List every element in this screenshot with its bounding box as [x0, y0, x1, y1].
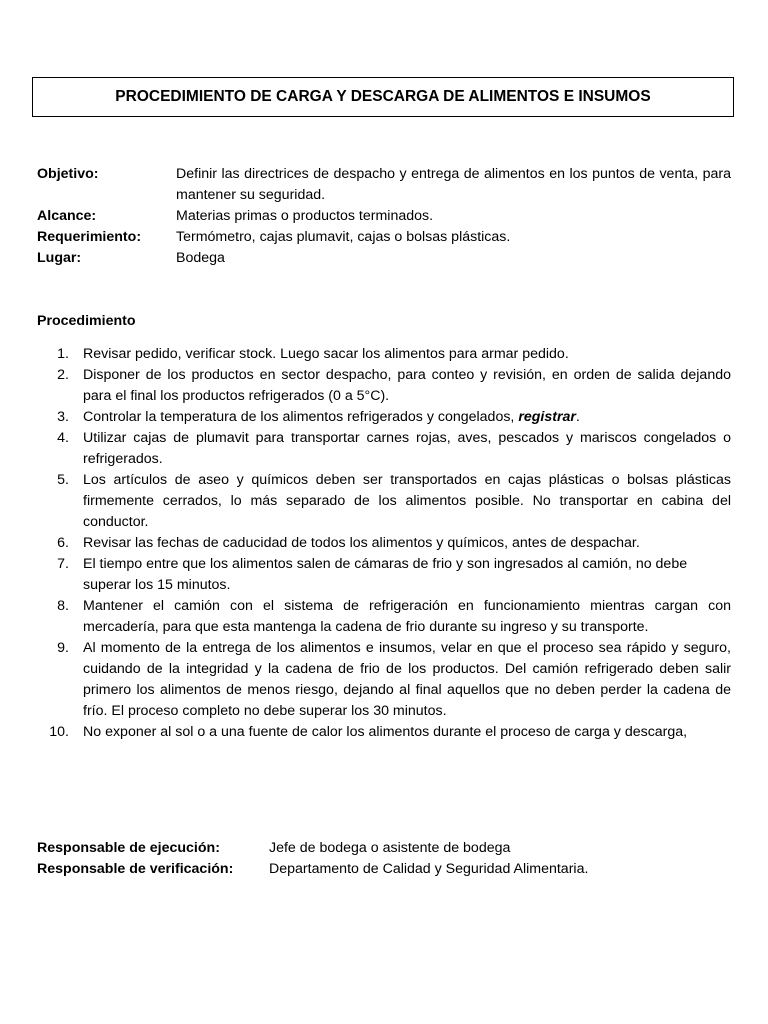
step-text: No exponer al sol o a una fuente de calor los alimentos durante el proceso de carga y descarga,	[83, 724, 688, 740]
step-number: 3.	[57, 409, 69, 425]
info-row-objetivo	[37, 164, 731, 206]
resp-label: Responsable de verificación:	[37, 861, 234, 877]
info-section	[37, 164, 731, 269]
list-item	[37, 470, 731, 533]
resp-row-ejecucion	[37, 838, 731, 859]
resp-value: Departamento de Calidad y Seguridad Alimentaria.	[269, 861, 589, 877]
step-number: 4.	[57, 430, 69, 446]
list-item	[37, 533, 731, 554]
step-number: 6.	[57, 535, 69, 551]
step-number: 10.	[49, 724, 69, 740]
info-value: Termómetro, cajas plumavit, cajas o bolsas plásticas.	[176, 229, 511, 245]
step-number: 2.	[57, 367, 69, 383]
info-label: Alcance:	[37, 208, 97, 224]
step-text: Utilizar cajas de plumavit para transportar carnes rojas, aves, pescados y mariscos congelados o refrigerados.	[83, 430, 731, 467]
resp-value: Jefe de bodega o asistente de bodega	[269, 840, 511, 856]
step-number: 7.	[57, 556, 69, 572]
emphasis-text: registrar	[518, 409, 576, 425]
responsibles-section	[37, 838, 731, 880]
step-text: Disponer de los productos en sector despacho, para conteo y revisión, en orden de salida dejando para el final los productos refrigerados (0 a 5°C).	[83, 367, 731, 404]
list-item	[37, 554, 731, 596]
step-text: Los artículos de aseo y químicos deben ser transportados en cajas plásticas o bolsas plásticas firmemente cerrados, lo más separado de los alimentos posible. No transportar en cabina del conductor.	[83, 472, 731, 530]
resp-row-verificacion	[37, 859, 731, 880]
list-item	[37, 638, 731, 722]
step-number: 5.	[57, 472, 69, 488]
step-text: Revisar pedido, verificar stock. Luego sacar los alimentos para armar pedido.	[83, 346, 569, 362]
list-item	[37, 344, 731, 365]
step-number: 9.	[57, 640, 69, 656]
step-text: Al momento de la entrega de los alimentos e insumos, velar en que el proceso sea rápido y seguro, cuidando de la integridad y la cadena de frio de los productos. Del camión refrigerado deben salir primero los alimentos de menos riesgo, dejando al final aquellos que no deben perder la cadena de frío. El proceso completo no debe superar los 30 minutos.	[83, 640, 731, 719]
info-value: Bodega	[176, 250, 225, 266]
list-item	[37, 596, 731, 638]
step-number: 1.	[57, 346, 69, 362]
step-text: El tiempo entre que los alimentos salen de cámaras de frio y son ingresados al camión, no debe superar los 15 minutos.	[83, 556, 688, 593]
title-box	[32, 77, 734, 117]
step-text: Controlar la temperatura de los alimentos refrigerados y congelados, registrar.	[83, 409, 580, 425]
info-value: Definir las directrices de despacho y entrega de alimentos en los puntos de venta, para mantener su seguridad.	[176, 166, 731, 203]
resp-label: Responsable de ejecución:	[37, 840, 220, 856]
list-item	[37, 428, 731, 470]
info-row-alcance	[37, 206, 731, 227]
info-label: Requerimiento:	[37, 229, 142, 245]
document-title: PROCEDIMIENTO DE CARGA Y DESCARGA DE ALIMENTOS E INSUMOS	[115, 88, 651, 105]
list-item	[37, 407, 731, 428]
list-item	[37, 365, 731, 407]
info-value: Materias primas o productos terminados.	[176, 208, 434, 224]
list-item	[37, 722, 731, 743]
step-number: 8.	[57, 598, 69, 614]
info-label: Lugar:	[37, 250, 82, 266]
step-text: Revisar las fechas de caducidad de todos los alimentos y químicos, antes de despachar.	[83, 535, 640, 551]
info-label: Objetivo:	[37, 166, 99, 182]
procedure-heading: Procedimiento	[37, 313, 136, 329]
step-text: Mantener el camión con el sistema de refrigeración en funcionamiento mientras cargan con mercadería, para que esta mantenga la cadena de frio durante su ingreso y su transporte.	[83, 598, 731, 635]
info-row-lugar	[37, 248, 731, 269]
procedure-steps	[37, 344, 731, 743]
info-row-requerimiento	[37, 227, 731, 248]
